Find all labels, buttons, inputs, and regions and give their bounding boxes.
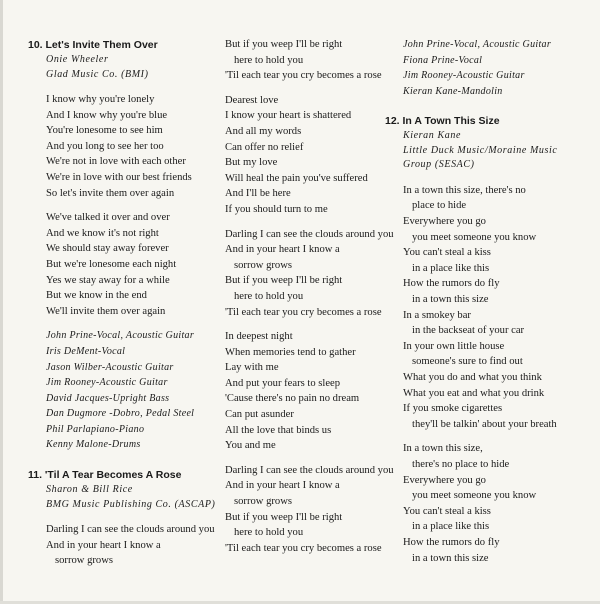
lyric-line: How the rumors do fly xyxy=(403,278,500,290)
lyric-line: How the rumors do fly xyxy=(403,536,500,548)
lyric-line: You and me xyxy=(225,440,276,452)
song-title: 11. 'Til A Tear Becomes A Rose xyxy=(28,469,182,482)
lyric-line: Darling I can see the clouds around you xyxy=(225,228,394,240)
lyric-line: Everywhere you go xyxy=(403,216,486,228)
lyric-line: But if you weep I'll be right xyxy=(225,275,343,287)
lyric-line: 'Til each tear you cry becomes a rose xyxy=(225,306,382,318)
lyric-line: In a town this size, there's no xyxy=(403,184,526,196)
lyric-line: And in your heart I know a xyxy=(225,244,340,256)
publisher: Glad Music Co. (BMI) xyxy=(46,68,149,80)
lyric-line: And you long to see her too xyxy=(46,140,164,152)
lyric-line: sorrow grows xyxy=(55,555,113,567)
lyric-line: you meet someone you know xyxy=(412,231,537,243)
lyric-line: sorrow grows xyxy=(234,496,292,508)
lyric-line: here to hold you xyxy=(234,54,304,66)
lyrics-stanza xyxy=(28,522,218,569)
lyric-line: I know why you're lonely xyxy=(46,94,155,105)
lyric-line: All the love that binds us xyxy=(225,424,332,436)
lyric-line: We've talked it over and over xyxy=(46,212,170,224)
lyric-line: Darling I can see the clouds around you xyxy=(46,524,215,536)
lyric-line: here to hold you xyxy=(234,527,304,539)
lyric-line: someone's sure to find out xyxy=(412,356,523,368)
lyric-line: in a town this size xyxy=(412,294,489,306)
musician-credit: John Prine-Vocal, Acoustic Guitar xyxy=(46,330,195,342)
musician-credit: Jason Wilber-Acoustic Guitar xyxy=(46,361,174,373)
musician-credit: Fiona Prine-Vocal xyxy=(403,54,483,66)
lyric-line: place to hide xyxy=(412,200,467,212)
lyric-line: 'Til each tear you cry becomes a rose xyxy=(225,542,382,554)
lyric-line: And all my words xyxy=(225,125,302,137)
musician-credit: Iris DeMent-Vocal xyxy=(46,345,126,357)
lyric-line: And put your fears to sleep xyxy=(225,377,341,389)
musician-credit: Jim Rooney-Acoustic Guitar xyxy=(403,70,525,82)
lyrics-stanza xyxy=(225,463,394,557)
lyric-line: 'Cause there's no pain no dream xyxy=(225,393,360,405)
lyric-line: sorrow grows xyxy=(234,259,292,271)
lyric-line: here to hold you xyxy=(234,290,304,302)
lyric-line: In your own little house xyxy=(403,340,505,352)
page-edge-shadow xyxy=(0,0,3,604)
lyric-line: Darling I can see the clouds around you xyxy=(225,464,394,476)
lyric-line: When memories tend to gather xyxy=(225,346,356,358)
publisher: Little Duck Music/Moraine Music xyxy=(403,144,558,156)
lyric-line: If you should turn to me xyxy=(225,203,328,215)
lyric-line: You can't steal a kiss xyxy=(403,505,491,517)
musician-credit: John Prine-Vocal, Acoustic Guitar xyxy=(403,39,552,50)
lyrics-stanza xyxy=(225,227,394,321)
songwriter: Sharon & Bill Rice xyxy=(46,484,133,496)
songwriter: Onie Wheeler xyxy=(46,54,109,65)
lyric-line: Yes we stay away for a while xyxy=(46,274,170,286)
lyric-line: Dearest love xyxy=(225,94,279,106)
musician-credit: Jim Rooney-Acoustic Guitar xyxy=(46,377,168,389)
song-credits xyxy=(28,53,218,82)
lyrics-stanza xyxy=(385,441,595,566)
musician-credit: Dan Dugmore -Dobro, Pedal Steel xyxy=(46,408,195,420)
lyric-line: in the backseat of your car xyxy=(412,325,525,337)
lyric-line: We should stay away forever xyxy=(46,243,169,255)
lyric-line: I know your heart is shattered xyxy=(225,110,352,122)
song-title: 10. Let's Invite Them Over xyxy=(28,39,158,51)
lyric-line: in a place like this xyxy=(412,521,490,533)
lyric-line: Can put asunder xyxy=(225,409,294,421)
lyrics-stanza xyxy=(225,93,390,218)
lyric-line: Lay with me xyxy=(225,362,279,374)
lyric-line: But my love xyxy=(225,157,278,169)
lyric-line: in a place like this xyxy=(412,262,490,274)
lyric-line: they'll be talkin' about your breath xyxy=(412,418,557,430)
song-credits xyxy=(28,483,218,512)
lyric-line: If you smoke cigarettes xyxy=(403,403,503,415)
musician-credits xyxy=(403,37,595,99)
musician-credit: Kieran Kane-Mandolin xyxy=(403,85,503,97)
lyric-line: But if you weep I'll be right xyxy=(225,511,343,523)
lyrics-stanza xyxy=(225,329,390,454)
lyric-line: And in your heart I know a xyxy=(225,480,340,492)
lyric-line: And I know why you're blue xyxy=(46,109,168,121)
publisher: Group (SESAC) xyxy=(403,159,475,171)
lyric-line: And in your heart I know a xyxy=(46,539,161,551)
lyric-line: Will heal the pain you've suffered xyxy=(225,172,368,184)
lyrics-column-3 xyxy=(385,37,595,575)
publisher: BMG Music Publishing Co. (ASCAP) xyxy=(46,498,216,510)
lyrics-column-2 xyxy=(225,37,394,565)
song-title: 12. In A Town This Size xyxy=(385,115,500,128)
lyric-line: In deepest night xyxy=(225,331,293,343)
lyric-line: We'll invite them over again xyxy=(46,305,166,317)
lyric-line: there's no place to hide xyxy=(412,458,510,470)
lyric-line: And I'll be here xyxy=(225,188,291,200)
lyric-line: What you do and what you think xyxy=(403,372,542,383)
lyric-line: So let's invite them over again xyxy=(46,187,175,199)
lyrics-stanza xyxy=(385,183,595,433)
lyrics-stanza xyxy=(28,92,218,201)
musician-credit: Phil Parlapiano-Piano xyxy=(46,423,145,435)
lyric-line: you meet someone you know xyxy=(412,490,537,502)
lyric-line: You can't steal a kiss xyxy=(403,247,491,259)
lyric-line: You're lonesome to see him xyxy=(46,125,163,137)
lyric-line: We're in love with our best friends xyxy=(46,171,192,183)
lyric-line: And we know it's not right xyxy=(46,227,159,239)
lyric-line: Can offer no relief xyxy=(225,141,304,153)
musician-credit: David Jacques-Upright Bass xyxy=(46,392,170,404)
lyric-line: What you eat and what you drink xyxy=(403,387,545,399)
lyric-line: 'Til each tear you cry becomes a rose xyxy=(225,70,382,82)
lyrics-stanza xyxy=(225,37,390,84)
lyric-line: In a town this size, xyxy=(403,443,483,455)
lyric-line: But if you weep I'll be right xyxy=(225,39,343,50)
lyric-line: In a smokey bar xyxy=(403,309,471,321)
songwriter: Kieran Kane xyxy=(403,130,461,142)
lyric-line: But we know in the end xyxy=(46,290,147,302)
lyrics-column-1 xyxy=(28,37,218,578)
lyrics-stanza xyxy=(28,210,218,319)
musician-credit: Kenny Malone-Drums xyxy=(46,439,141,451)
musician-credits xyxy=(28,328,218,453)
lyric-line: But we're lonesome each night xyxy=(46,258,177,270)
lyric-line: in a town this size xyxy=(412,552,489,564)
lyric-line: Everywhere you go xyxy=(403,474,486,486)
lyric-line: We're not in love with each other xyxy=(46,156,186,168)
song-credits xyxy=(403,129,595,173)
